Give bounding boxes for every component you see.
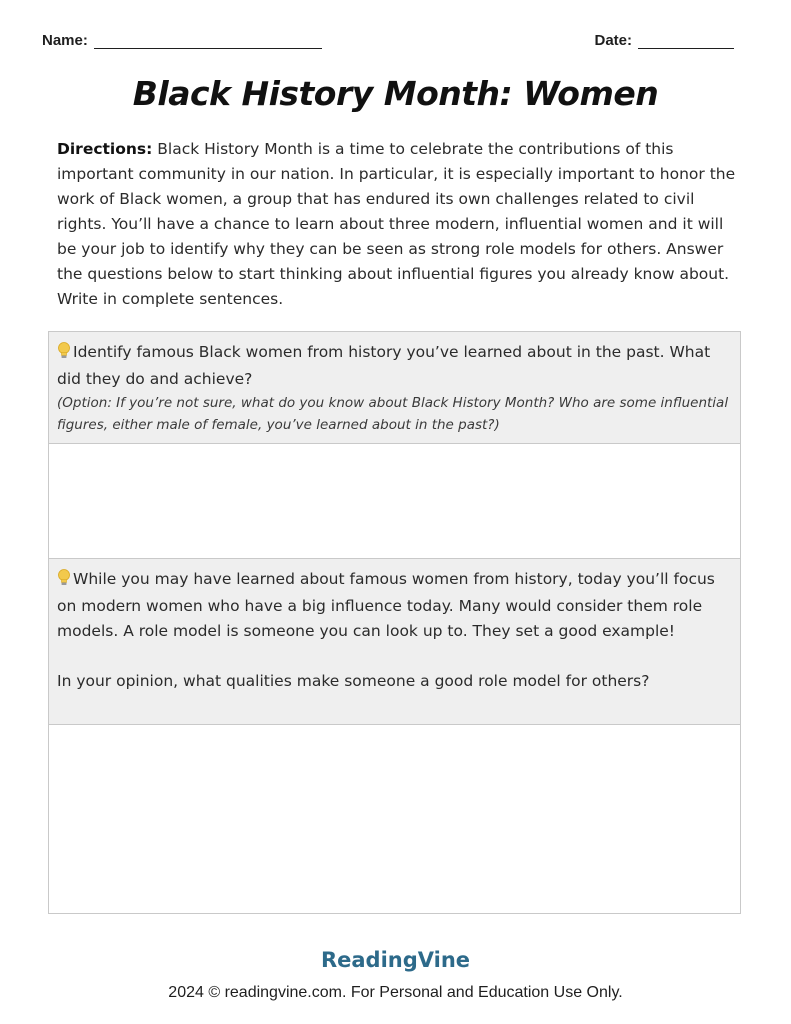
question-2-answer-input[interactable]: [49, 725, 740, 913]
question-1-option-note: (Option: If you’re not sure, what do you know about Black History Month? Who are some influential figures, either male of female, you’ve learned about in the past?): [57, 395, 729, 433]
lightbulb-icon: [57, 569, 71, 594]
question-2-answer-area[interactable]: [49, 725, 740, 913]
question-1-answer-input[interactable]: [49, 444, 740, 558]
question-1-answer-area[interactable]: [49, 444, 740, 559]
question-2-text: While you may have learned about famous women from history, today you’ll focus on modern women who have a big influence today. Many would consider them role models. A role model is someone you can look up to. They set a good example!: [57, 570, 715, 640]
date-label: Date:: [594, 32, 632, 49]
directions-text: Black History Month is a time to celebrate the contributions of this important community in our nation. In particular, it is especially important to honor the work of Black women, a group that has endured its own challenges related to civil rights. You’ll have a chance to learn about three modern, influential women and it will be your job to identify why they can be seen as strong role models for others. Answer the questions below to start thinking about influential figures you already know about. Write in complete sentences.: [57, 140, 736, 308]
date-field[interactable]: [594, 32, 734, 49]
name-blank-line[interactable]: [94, 34, 322, 49]
name-label: Name:: [42, 32, 88, 49]
name-field[interactable]: [42, 32, 322, 49]
page-title: Black History Month: Women: [132, 74, 659, 113]
date-blank-line[interactable]: [638, 34, 734, 49]
question-1-prompt-box: [49, 332, 740, 444]
readingvine-logo: ReadingVine: [320, 948, 471, 972]
question-2-followup: In your opinion, what qualities make someone a good role model for others?: [57, 672, 650, 690]
question-1-text: Identify famous Black women from history you’ve learned about in the past. What did they do and achieve?: [57, 343, 711, 388]
footer-copyright: 2024 © readingvine.com. For Personal and Education Use Only.: [168, 984, 623, 1001]
question-2-prompt-box: [49, 559, 740, 725]
header-row: [42, 32, 734, 54]
question-2-spacer: [57, 644, 730, 669]
question-table: [48, 331, 741, 914]
directions-lead: Directions:: [57, 140, 153, 158]
lightbulb-icon: [57, 342, 71, 367]
directions-paragraph: [57, 137, 737, 312]
